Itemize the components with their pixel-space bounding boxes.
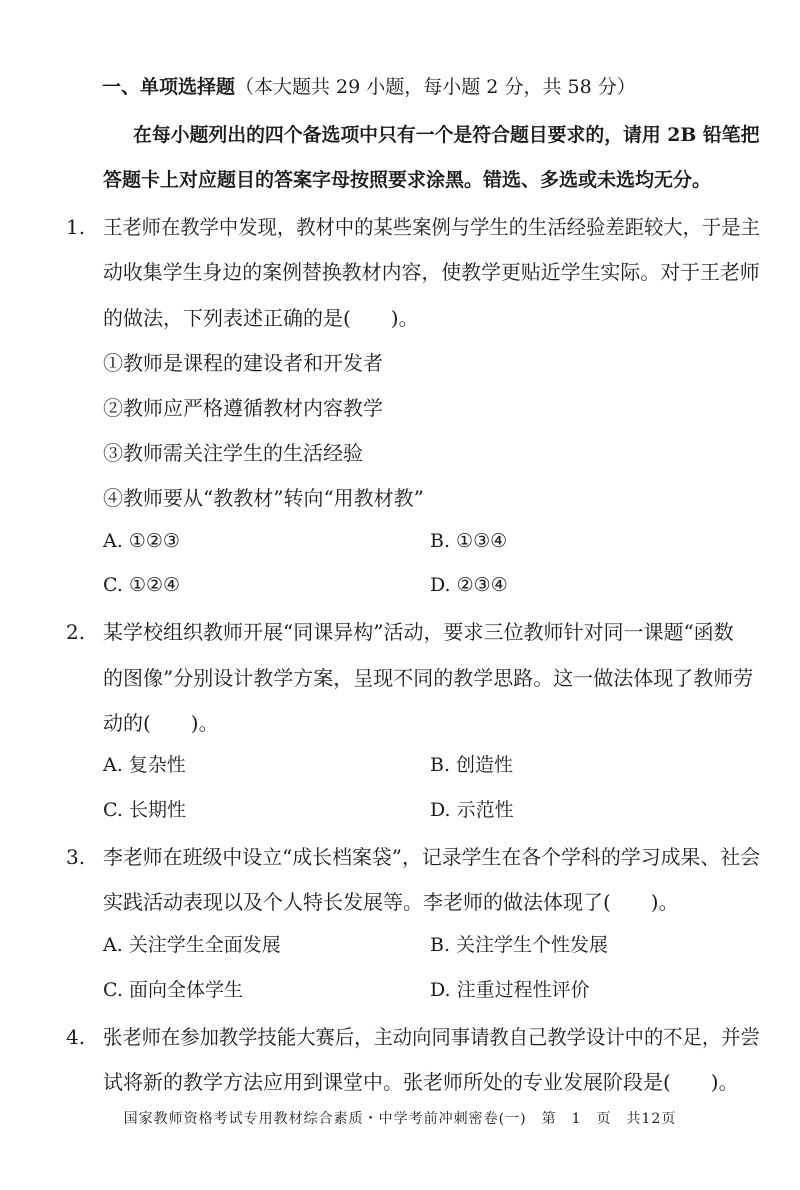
question-2-line-1: 某学校组织教师开展“同课异构”活动，要求三位教师针对同一课题“函数 <box>103 620 734 644</box>
question-1-statement-3: ③教师需关注学生的生活经验 <box>103 441 363 465</box>
question-3-number: 3. <box>66 845 86 869</box>
question-3-line-2: 实践活动表现以及个人特长发展等。李老师的做法体现了( )。 <box>103 890 679 914</box>
section-heading <box>102 78 636 97</box>
instruction-line-2: 答题卡上对应题目的答案字母按照要求涂黑。错选、多选或未选均无分。 <box>103 169 712 191</box>
question-3-option-a: A. 关注学生全面发展 <box>103 934 281 956</box>
instruction-line-1: 在每小题列出的四个备选项中只有一个是符合题目要求的，请用 2B 铅笔把 <box>133 124 760 146</box>
question-1-statement-2: ②教师应严格遵循教材内容教学 <box>103 396 383 420</box>
question-3-option-d: D. 注重过程性评价 <box>430 979 590 1001</box>
section-title: 一、单项选择题 <box>102 76 236 98</box>
question-1-statement-4: ④教师要从“教教材”转向“用教材教” <box>103 486 424 510</box>
question-1-line-2: 动收集学生身边的案例替换教材内容，使教学更贴近学生实际。对于王老师 <box>103 260 760 284</box>
question-3-line-1: 李老师在班级中设立“成长档案袋”，记录学生在各个学科的学习成果、社会 <box>103 845 761 869</box>
question-1-line-3: 的做法，下列表述正确的是( )。 <box>103 306 419 330</box>
question-2-option-a: A. 复杂性 <box>103 754 186 776</box>
question-4-line-1: 张老师在参加教学技能大赛后，主动向同事请教自己教学设计中的不足，并尝 <box>103 1025 760 1049</box>
question-1-option-b: B. ①③④ <box>430 530 508 552</box>
question-2-line-3: 动的( )。 <box>103 711 219 735</box>
section-note: （本大题共 29 小题，每小题 2 分，共 58 分） <box>235 76 636 98</box>
question-2-option-c: C. 长期性 <box>103 799 186 821</box>
question-2-option-b: B. 创造性 <box>430 754 514 776</box>
question-2-number: 2. <box>66 620 86 644</box>
question-1-option-d: D. ②③④ <box>430 574 508 596</box>
question-3-option-b: B. 关注学生个性发展 <box>430 934 609 956</box>
page-footer: 国家教师资格考试专用教材综合素质・中学考前冲刺密卷(一) 第 1 页 共12页 <box>123 1111 677 1127</box>
question-1-option-a: A. ①②③ <box>103 530 180 552</box>
question-4-number: 4. <box>66 1025 86 1049</box>
question-1-number: 1. <box>66 215 86 239</box>
question-2-line-2: 的图像”分别设计教学方案，呈现不同的教学思路。这一做法体现了教师劳 <box>103 666 754 690</box>
question-1-statement-1: ①教师是课程的建设者和开发者 <box>103 351 383 375</box>
question-1-option-c: C. ①②④ <box>103 574 181 596</box>
question-2-option-d: D. 示范性 <box>430 799 514 821</box>
question-3-option-c: C. 面向全体学生 <box>103 979 243 1001</box>
question-4-line-2: 试将新的教学方法应用到课堂中。张老师所处的专业发展阶段是( )。 <box>103 1070 739 1094</box>
question-1-line-1: 王老师在教学中发现，教材中的某些案例与学生的生活经验差距较大，于是主 <box>103 215 760 239</box>
